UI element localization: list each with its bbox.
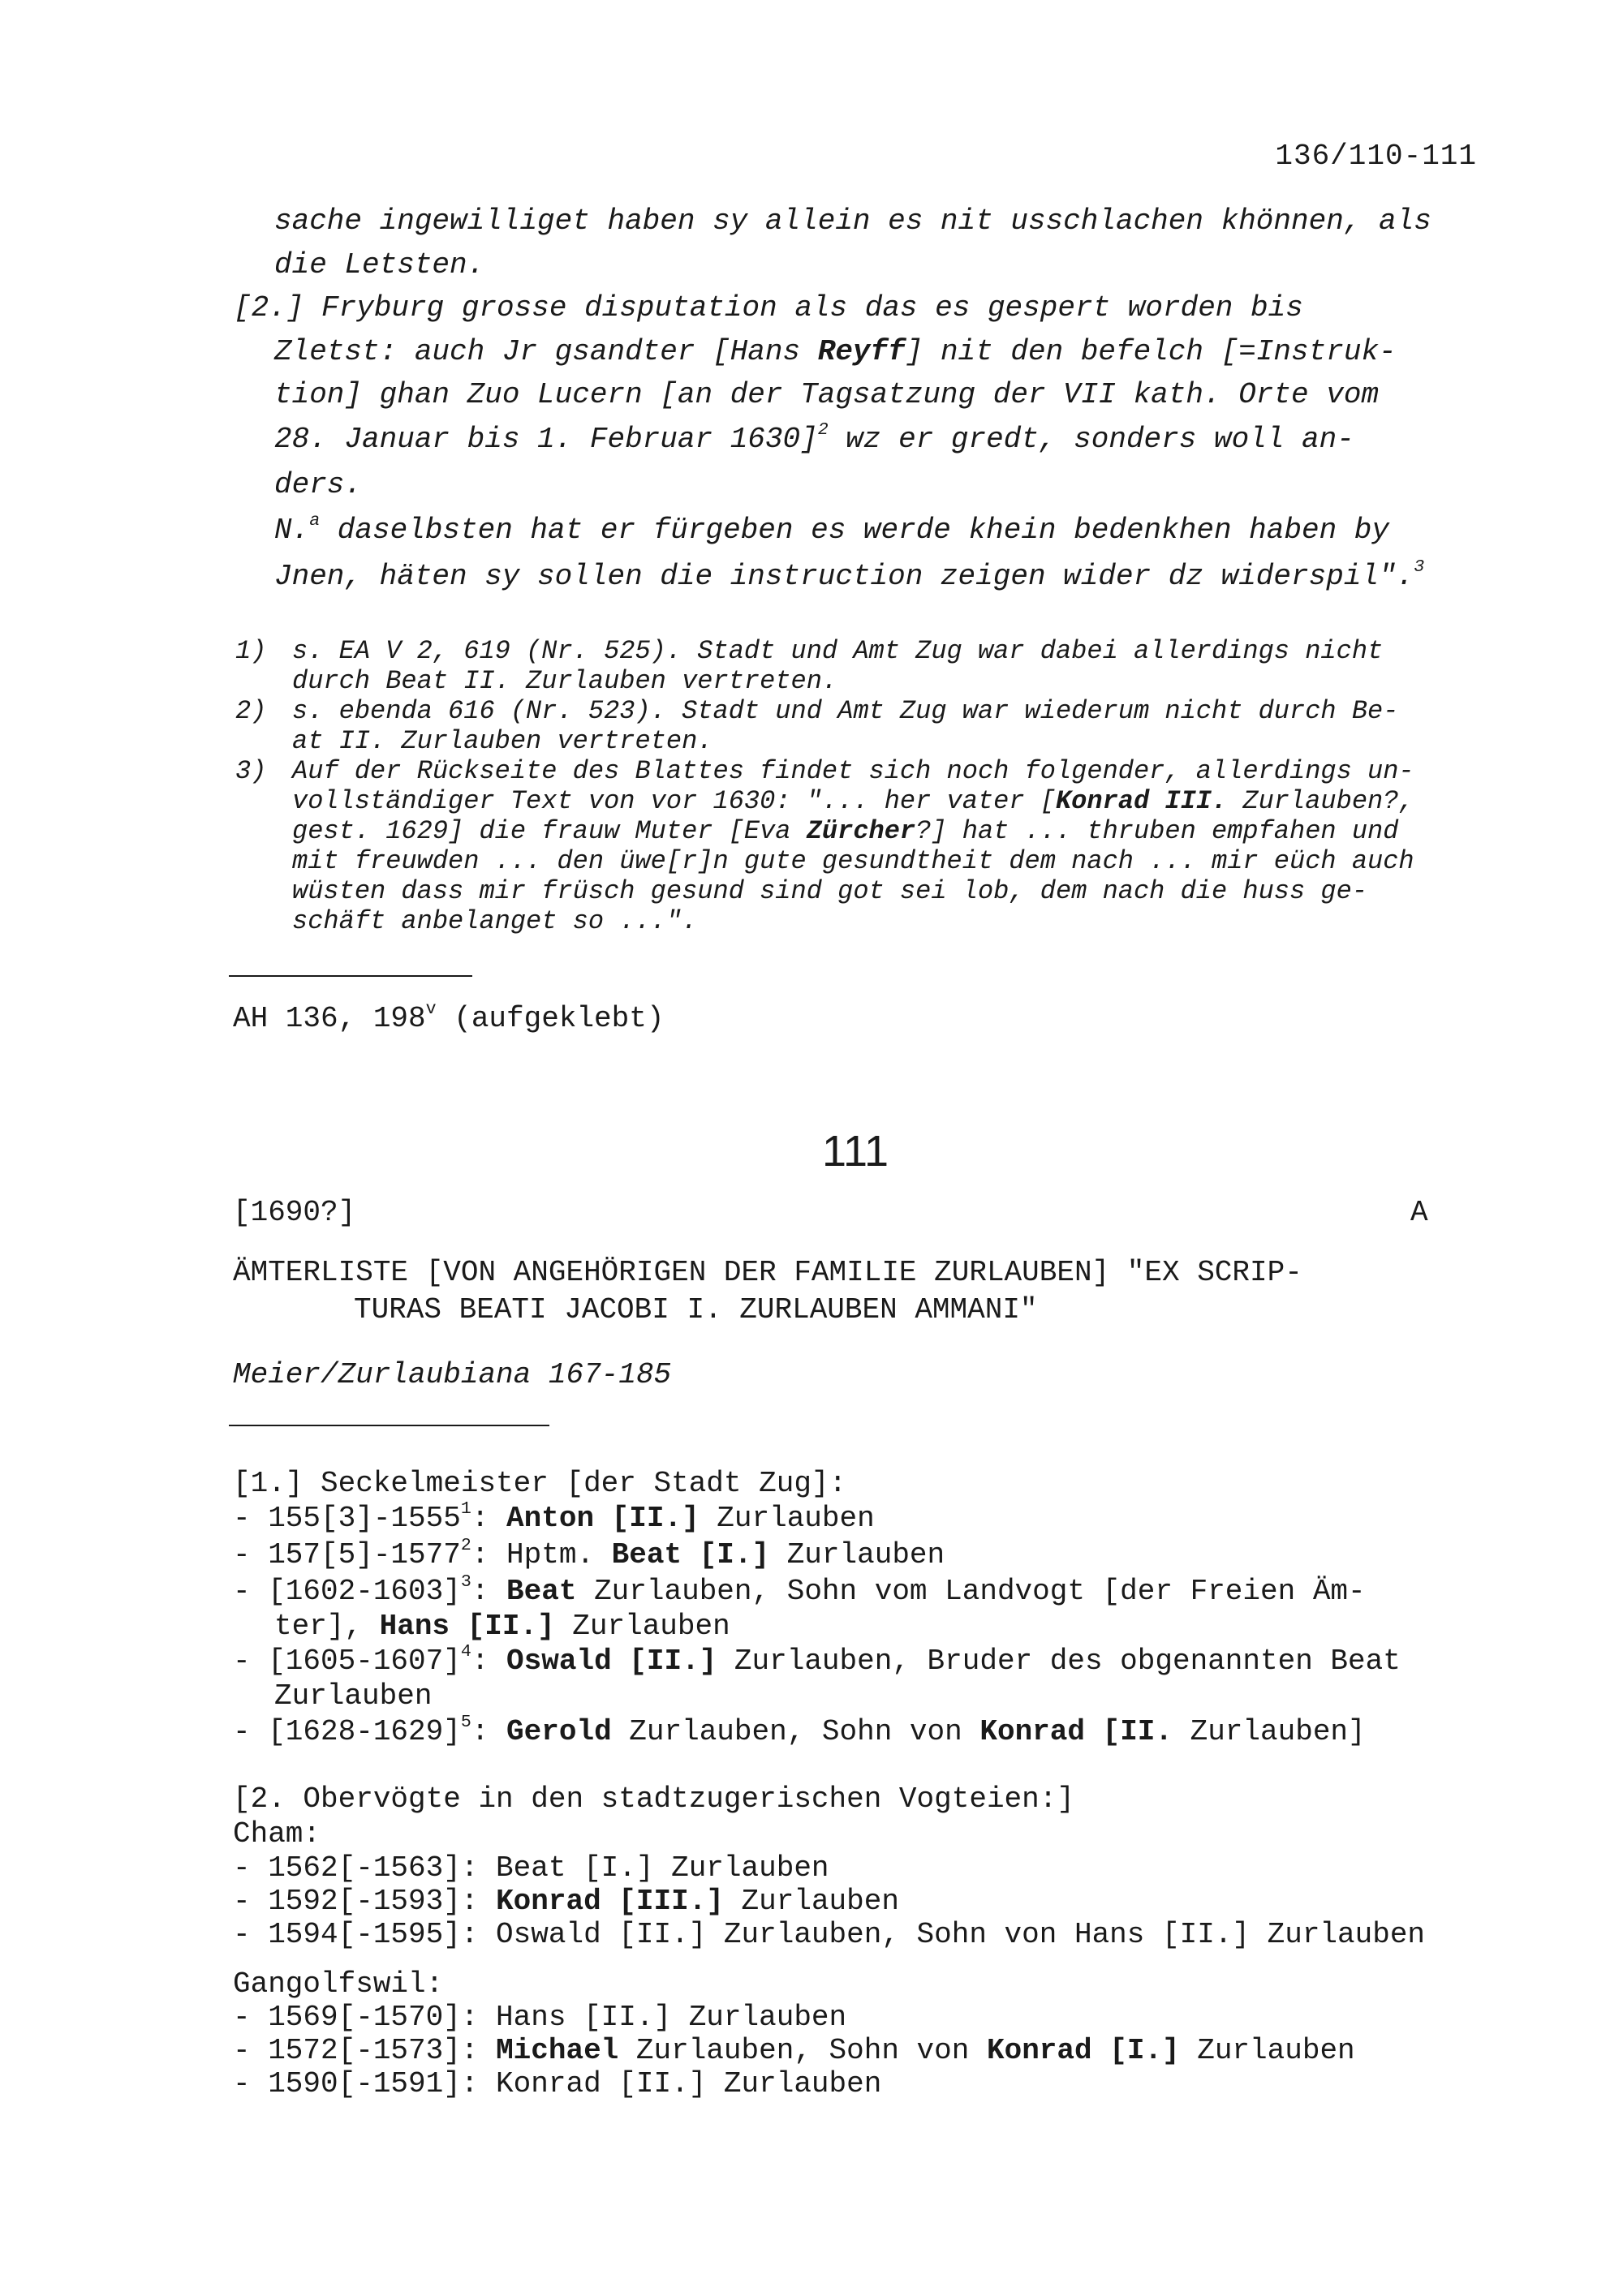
footnote-line [292,876,1367,906]
text-segment: (aufgeklebt) [436,1002,665,1035]
text-segment: : [471,1575,507,1608]
superscript: 2 [817,419,829,440]
footnote-line [292,816,1398,846]
superscript: v [425,999,437,1019]
text-segment: - [1602-1603] [233,1575,461,1608]
text-segment: : [471,1502,507,1535]
text-segment: die Letsten. [274,248,485,282]
text-segment: Zurlauben [699,1502,875,1535]
section-heading [233,1782,1074,1816]
text-line [274,510,1390,547]
text-line [274,468,362,501]
text-segment: ] nit den befelch [=Instruk- [905,335,1397,368]
list-item-cont [274,1610,730,1643]
text-segment: Gangolfswil: [233,1967,444,2001]
text-segment: ?] hat ... thruben empfahen und [915,816,1399,846]
footnote-line [292,666,837,696]
text-line [274,335,1397,368]
text-segment: - 1590[-1591]: Konrad [II.] Zurlauben [233,2067,882,2100]
text-segment: - [1605-1607] [233,1645,461,1678]
text-segment: gest. 1629] die frauw Muter [Eva [292,816,807,846]
text-segment: - 155[3]-1555 [233,1502,461,1535]
list-item [233,1712,1366,1748]
text-segment: 28. Januar bis 1. Februar 1630] [274,423,818,456]
footnote-number: 1) [235,636,267,666]
footnote-line [292,906,697,936]
text-segment: Zurlauben [274,1679,433,1713]
list-item [233,2067,881,2100]
footnote-line [292,636,1383,666]
text-segment: Zurlauben, Sohn von [611,1715,980,1748]
regest-title: ÄMTERLISTE [VON ANGEHÖRIGEN DER FAMILIE ZURLAUBEN] "EX SCRIP- [233,1256,1302,1289]
source-reference [233,999,665,1035]
bold-name: Konrad [I.] [986,2034,1180,2067]
text-segment: - 1592[-1593]: [233,1885,497,1918]
bold-name: Konrad [III.] [496,1885,724,1918]
text-segment: Zletst: auch Jr gsandter [Hans [274,335,818,368]
bold-name: Beat [506,1575,577,1608]
text-segment: schäft anbelanget so ...". [292,906,698,936]
text-segment: wüsten dass mir früsch gesund sind got sei lob, dem nach die huss ge- [292,876,1368,906]
text-segment: AH 136, 198 [233,1002,426,1035]
text-line [274,419,1354,456]
document-date: [1690?] [233,1196,356,1229]
text-segment: [1.] Seckelmeister [der Stadt Zug]: [233,1467,847,1500]
bold-name: Oswald [II.] [506,1645,717,1678]
text-segment: Cham: [233,1817,321,1851]
document-letter: A [1410,1196,1428,1229]
subsection-heading [233,1967,443,2001]
text-segment: - [1628-1629] [233,1715,461,1748]
superscript: 1 [460,1498,471,1519]
text-segment: - 1594[-1595]: Oswald [II.] Zurlauben, Sohn von Hans [II.] Zurlauben [233,1918,1426,1951]
list-item [233,2001,846,2034]
text-segment: Jnen, häten sy sollen die instruction zeigen wider dz widerspil". [274,560,1414,593]
text-segment: N. [274,514,310,547]
document-number: 111 [822,1127,889,1176]
page-number: 136/110-111 [1275,140,1477,173]
text-segment: Zurlauben, Bruder des obgenannten Beat [717,1645,1401,1678]
footnote-line [292,756,1414,786]
text-segment: - 1562[-1563]: Beat [I.] Zurlauben [233,1851,829,1885]
bold-name: Hans [II.] [379,1610,555,1643]
text-segment: Zurlauben?, [1227,786,1414,816]
text-segment: s. EA V 2, 619 (Nr. 525). Stadt und Amt Zug war dabei allerdings nicht [292,636,1384,666]
text-segment: Zurlauben [723,1885,899,1918]
superscript: 4 [460,1641,471,1662]
list-item [233,1918,1425,1951]
footnote-number: 3) [235,756,267,786]
footnote-line [292,696,1398,726]
text-segment: : Hptm. [471,1538,612,1572]
footnote-number: 2) [235,696,267,726]
list-item [233,1641,1401,1678]
superscript: 3 [1414,557,1425,577]
footnote-line [292,786,1414,816]
list-item [233,1535,945,1572]
text-segment: : [471,1645,507,1678]
subsection-heading [233,1817,321,1851]
bold-name: Beat [I.] [611,1538,770,1572]
bold-name: Michael [496,2034,619,2067]
section-heading [233,1467,846,1500]
text-segment: [2. Obervögte in den stadtzugerischen Vogteien:] [233,1782,1074,1816]
regest-title-cont: TURAS BEATI JACOBI I. ZURLAUBEN AMMANI" [354,1293,1038,1326]
list-item [233,1885,899,1918]
text-line [274,204,1431,238]
text-line [274,378,1379,411]
list-item [233,1851,829,1885]
text-line [274,557,1425,593]
text-segment: sache ingewilliget haben sy allein es nit usschlachen khönnen, als [274,204,1431,238]
list-item-cont [274,1679,432,1713]
text-segment: - 1572[-1573]: [233,2034,497,2067]
bold-name: Anton [II.] [506,1502,700,1535]
list-item [233,1572,1366,1608]
text-segment: Zurlauben, Sohn vom Landvogt [der Freien Äm- [576,1575,1366,1608]
footnote-rule [229,975,472,977]
footnote-line [292,846,1414,876]
footnote-line [292,726,712,756]
text-segment: Zurlauben [554,1610,730,1643]
superscript: 2 [460,1535,471,1555]
text-line [274,248,484,282]
text-segment: Zurlauben, Sohn von [618,2034,987,2067]
text-segment: s. ebenda 616 (Nr. 523). Stadt und Amt Zug war wiederum nicht durch Be- [292,696,1399,726]
bold-name: Gerold [506,1715,612,1748]
text-segment: ders. [274,468,363,501]
text-segment: at II. Zurlauben vertreten. [292,726,713,756]
text-segment: - 1569[-1570]: Hans [II.] Zurlauben [233,2001,847,2034]
text-segment: wz er gredt, sonders woll an- [828,423,1354,456]
bold-name: Reyff [817,335,906,368]
text-segment: durch Beat II. Zurlauben vertreten. [292,666,838,696]
list-item [233,2034,1355,2067]
text-line [234,291,1303,325]
text-segment: mit freuwden ... den üwe[r]n gute gesundtheit dem nach ... mir eüch auch [292,846,1414,876]
text-segment: vollständiger Text von vor 1630: "... her vater [ [292,786,1056,816]
text-segment: Zurlauben [769,1538,945,1572]
list-item [233,1498,875,1535]
header-rule [229,1425,549,1426]
superscript: a [309,510,321,531]
superscript: 5 [460,1712,471,1732]
text-segment: : [471,1715,507,1748]
text-segment: Zurlauben] [1173,1715,1366,1748]
text-segment: Zurlauben [1179,2034,1355,2067]
text-segment: ter], [274,1610,380,1643]
bold-name: Zürcher [806,816,916,846]
superscript: 3 [460,1572,471,1592]
literature-reference: Meier/Zurlaubiana 167-185 [233,1358,672,1391]
text-segment: tion] ghan Zuo Lucern [an der Tagsatzung der VII kath. Orte vom [274,378,1380,411]
bold-name: Konrad III. [1055,786,1228,816]
bold-name: Konrad [II. [979,1715,1173,1748]
text-segment: - 157[5]-1577 [233,1538,461,1572]
text-segment: Auf der Rückseite des Blattes findet sich noch folgender, allerdings un- [292,756,1414,786]
text-segment: daselbsten hat er fürgeben es werde khein bedenkhen haben by [320,514,1390,547]
text-segment: [2.] Fryburg grosse disputation als das es gespert worden bis [234,291,1303,325]
